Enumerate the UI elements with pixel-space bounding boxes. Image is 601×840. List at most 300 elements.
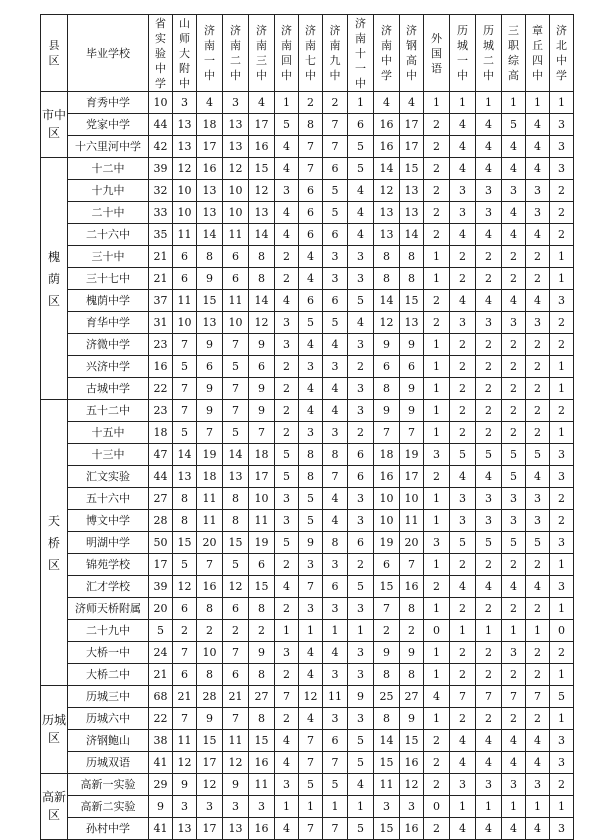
quota-cell: 14 bbox=[374, 730, 400, 752]
quota-cell: 5 bbox=[323, 312, 348, 334]
quota-cell: 8 bbox=[374, 246, 400, 268]
quota-cell: 2 bbox=[424, 180, 450, 202]
quota-cell: 9 bbox=[348, 686, 374, 708]
quota-cell: 2 bbox=[275, 268, 299, 290]
table-row bbox=[41, 136, 574, 158]
quota-cell: 2 bbox=[476, 554, 502, 576]
quota-cell: 7 bbox=[299, 136, 323, 158]
quota-cell: 7 bbox=[173, 378, 197, 400]
school-name-cell: 大桥一中 bbox=[68, 642, 149, 664]
quota-cell: 4 bbox=[502, 752, 526, 774]
quota-cell: 2 bbox=[550, 180, 574, 202]
quota-cell: 19 bbox=[400, 444, 424, 466]
quota-cell: 4 bbox=[450, 136, 476, 158]
quota-cell: 2 bbox=[502, 664, 526, 686]
quota-cell: 39 bbox=[149, 576, 173, 598]
quota-cell: 3 bbox=[348, 378, 374, 400]
quota-cell: 4 bbox=[299, 642, 323, 664]
quota-cell: 3 bbox=[526, 202, 550, 224]
quota-cell: 2 bbox=[348, 422, 374, 444]
school-name-cell: 锦苑学校 bbox=[68, 554, 149, 576]
quota-cell: 19 bbox=[197, 444, 223, 466]
quota-cell: 3 bbox=[299, 422, 323, 444]
school-name-cell: 十三中 bbox=[68, 444, 149, 466]
quota-cell: 10 bbox=[223, 312, 249, 334]
column-header: 济南七中 bbox=[299, 15, 323, 92]
school-name-cell: 育秀中学 bbox=[68, 92, 149, 114]
quota-cell: 1 bbox=[526, 796, 550, 818]
quota-cell: 2 bbox=[299, 92, 323, 114]
quota-cell: 4 bbox=[197, 92, 223, 114]
quota-cell: 15 bbox=[400, 730, 424, 752]
quota-cell: 3 bbox=[348, 334, 374, 356]
quota-cell: 6 bbox=[348, 114, 374, 136]
quota-cell: 2 bbox=[526, 422, 550, 444]
quota-cell: 5 bbox=[476, 532, 502, 554]
quota-cell: 10 bbox=[374, 510, 400, 532]
quota-cell: 0 bbox=[550, 620, 574, 642]
quota-cell: 10 bbox=[223, 180, 249, 202]
table-row bbox=[41, 730, 574, 752]
quota-cell: 7 bbox=[526, 686, 550, 708]
quota-cell: 3 bbox=[275, 334, 299, 356]
table-row bbox=[41, 114, 574, 136]
quota-cell: 2 bbox=[450, 334, 476, 356]
quota-cell: 4 bbox=[348, 180, 374, 202]
quota-cell: 1 bbox=[550, 246, 574, 268]
quota-cell: 3 bbox=[502, 312, 526, 334]
quota-cell: 13 bbox=[173, 818, 197, 840]
quota-cell: 3 bbox=[348, 598, 374, 620]
quota-cell: 16 bbox=[374, 136, 400, 158]
quota-cell: 22 bbox=[149, 378, 173, 400]
quota-cell: 4 bbox=[275, 730, 299, 752]
quota-cell: 2 bbox=[197, 620, 223, 642]
quota-cell: 1 bbox=[424, 378, 450, 400]
column-header: 济南一中 bbox=[197, 15, 223, 92]
quota-cell: 13 bbox=[173, 136, 197, 158]
quota-cell: 3 bbox=[223, 92, 249, 114]
school-name-cell: 十五中 bbox=[68, 422, 149, 444]
quota-cell: 15 bbox=[197, 290, 223, 312]
quota-cell: 28 bbox=[197, 686, 223, 708]
school-name-cell: 高新一实验 bbox=[68, 774, 149, 796]
table-row bbox=[41, 708, 574, 730]
quota-cell: 11 bbox=[374, 774, 400, 796]
quota-cell: 7 bbox=[173, 400, 197, 422]
quota-cell: 21 bbox=[149, 664, 173, 686]
quota-cell: 11 bbox=[173, 290, 197, 312]
quota-cell: 2 bbox=[476, 246, 502, 268]
quota-cell: 1 bbox=[450, 796, 476, 818]
quota-cell: 9 bbox=[197, 334, 223, 356]
table-row bbox=[41, 686, 574, 708]
quota-cell: 12 bbox=[299, 686, 323, 708]
quota-cell: 3 bbox=[173, 796, 197, 818]
quota-cell: 17 bbox=[249, 114, 275, 136]
quota-cell: 41 bbox=[149, 818, 173, 840]
quota-cell: 18 bbox=[249, 444, 275, 466]
quota-cell: 8 bbox=[223, 488, 249, 510]
quota-cell: 8 bbox=[249, 268, 275, 290]
quota-cell: 3 bbox=[502, 180, 526, 202]
quota-cell: 16 bbox=[197, 576, 223, 598]
quota-cell: 1 bbox=[424, 598, 450, 620]
quota-cell: 2 bbox=[526, 268, 550, 290]
column-header: 历城一中 bbox=[450, 15, 476, 92]
quota-cell: 7 bbox=[299, 730, 323, 752]
quota-cell: 5 bbox=[348, 818, 374, 840]
quota-cell: 6 bbox=[173, 664, 197, 686]
quota-cell: 13 bbox=[197, 312, 223, 334]
quota-cell: 15 bbox=[374, 818, 400, 840]
quota-cell: 3 bbox=[275, 510, 299, 532]
quota-cell: 2 bbox=[424, 202, 450, 224]
table-row bbox=[41, 268, 574, 290]
quota-cell: 1 bbox=[424, 554, 450, 576]
quota-cell: 24 bbox=[149, 642, 173, 664]
school-name-cell: 十六里河中学 bbox=[68, 136, 149, 158]
quota-cell: 4 bbox=[275, 576, 299, 598]
quota-cell: 3 bbox=[323, 356, 348, 378]
quota-cell: 6 bbox=[323, 224, 348, 246]
quota-cell: 3 bbox=[450, 774, 476, 796]
school-name-cell: 兴济中学 bbox=[68, 356, 149, 378]
quota-cell: 2 bbox=[450, 268, 476, 290]
quota-cell: 28 bbox=[149, 510, 173, 532]
column-header: 济南九中 bbox=[323, 15, 348, 92]
quota-cell: 7 bbox=[323, 818, 348, 840]
quota-cell: 3 bbox=[526, 312, 550, 334]
quota-cell: 3 bbox=[323, 554, 348, 576]
quota-cell: 9 bbox=[149, 796, 173, 818]
quota-cell: 4 bbox=[450, 158, 476, 180]
quota-cell: 8 bbox=[323, 444, 348, 466]
quota-cell: 16 bbox=[400, 818, 424, 840]
quota-cell: 2 bbox=[450, 356, 476, 378]
quota-cell: 4 bbox=[526, 114, 550, 136]
quota-cell: 3 bbox=[323, 422, 348, 444]
quota-cell: 17 bbox=[400, 136, 424, 158]
column-header: 济南回中 bbox=[275, 15, 299, 92]
table-row bbox=[41, 378, 574, 400]
quota-cell: 7 bbox=[173, 708, 197, 730]
quota-cell: 2 bbox=[424, 136, 450, 158]
table-row bbox=[41, 290, 574, 312]
table-row bbox=[41, 246, 574, 268]
quota-cell: 3 bbox=[550, 532, 574, 554]
quota-cell: 5 bbox=[275, 532, 299, 554]
quota-cell: 1 bbox=[550, 92, 574, 114]
table-body bbox=[41, 92, 574, 840]
quota-cell: 1 bbox=[550, 422, 574, 444]
quota-cell: 3 bbox=[502, 642, 526, 664]
quota-cell: 22 bbox=[149, 708, 173, 730]
quota-cell: 1 bbox=[502, 620, 526, 642]
quota-cell: 1 bbox=[550, 378, 574, 400]
quota-cell: 6 bbox=[223, 664, 249, 686]
quota-cell: 6 bbox=[299, 180, 323, 202]
quota-cell: 3 bbox=[299, 356, 323, 378]
column-header: 济钢高中 bbox=[400, 15, 424, 92]
quota-cell: 18 bbox=[374, 444, 400, 466]
quota-cell: 5 bbox=[323, 180, 348, 202]
column-header: 省实验中学 bbox=[149, 15, 173, 92]
quota-cell: 3 bbox=[550, 444, 574, 466]
quota-cell: 4 bbox=[249, 92, 275, 114]
quota-cell: 4 bbox=[476, 818, 502, 840]
quota-cell: 1 bbox=[550, 268, 574, 290]
quota-cell: 3 bbox=[374, 796, 400, 818]
quota-cell: 5 bbox=[299, 312, 323, 334]
quota-cell: 5 bbox=[502, 114, 526, 136]
quota-cell: 4 bbox=[476, 158, 502, 180]
district-cell: 天桥区 bbox=[41, 400, 68, 686]
quota-cell: 2 bbox=[476, 598, 502, 620]
quota-cell: 3 bbox=[348, 510, 374, 532]
quota-cell: 8 bbox=[323, 532, 348, 554]
quota-cell: 2 bbox=[502, 708, 526, 730]
quota-cell: 2 bbox=[424, 290, 450, 312]
quota-cell: 27 bbox=[149, 488, 173, 510]
quota-cell: 6 bbox=[173, 246, 197, 268]
quota-cell: 11 bbox=[197, 510, 223, 532]
quota-cell: 3 bbox=[526, 488, 550, 510]
column-header: 历城二中 bbox=[476, 15, 502, 92]
quota-cell: 6 bbox=[197, 356, 223, 378]
district-cell: 高新区 bbox=[41, 774, 68, 840]
quota-cell: 8 bbox=[374, 378, 400, 400]
quota-cell: 4 bbox=[450, 290, 476, 312]
quota-cell: 3 bbox=[450, 312, 476, 334]
table-row bbox=[41, 576, 574, 598]
school-name-cell: 孙村中学 bbox=[68, 818, 149, 840]
quota-cell: 4 bbox=[275, 136, 299, 158]
quota-cell: 2 bbox=[450, 422, 476, 444]
quota-cell: 4 bbox=[526, 466, 550, 488]
quota-cell: 2 bbox=[550, 774, 574, 796]
quota-cell: 10 bbox=[173, 202, 197, 224]
quota-cell: 2 bbox=[450, 642, 476, 664]
quota-cell: 2 bbox=[550, 510, 574, 532]
quota-cell: 7 bbox=[197, 554, 223, 576]
quota-cell: 2 bbox=[526, 554, 550, 576]
quota-cell: 7 bbox=[223, 708, 249, 730]
quota-cell: 14 bbox=[249, 290, 275, 312]
school-name-cell: 高新二实验 bbox=[68, 796, 149, 818]
quota-cell: 2 bbox=[550, 202, 574, 224]
quota-cell: 5 bbox=[348, 136, 374, 158]
quota-cell: 8 bbox=[197, 246, 223, 268]
quota-cell: 3 bbox=[476, 488, 502, 510]
quota-cell: 7 bbox=[476, 686, 502, 708]
quota-cell: 21 bbox=[149, 246, 173, 268]
table-row bbox=[41, 598, 574, 620]
quota-cell: 4 bbox=[424, 686, 450, 708]
quota-cell: 1 bbox=[476, 796, 502, 818]
quota-cell: 8 bbox=[197, 664, 223, 686]
quota-cell: 7 bbox=[299, 752, 323, 774]
quota-cell: 1 bbox=[348, 796, 374, 818]
quota-cell: 5 bbox=[348, 752, 374, 774]
school-name-cell: 历城双语 bbox=[68, 752, 149, 774]
table-row bbox=[41, 818, 574, 840]
quota-cell: 4 bbox=[476, 730, 502, 752]
quota-cell: 6 bbox=[223, 246, 249, 268]
quota-cell: 8 bbox=[299, 444, 323, 466]
school-name-cell: 古城中学 bbox=[68, 378, 149, 400]
table-row bbox=[41, 642, 574, 664]
quota-cell: 3 bbox=[550, 730, 574, 752]
quota-cell: 1 bbox=[526, 620, 550, 642]
quota-cell: 2 bbox=[476, 642, 502, 664]
quota-cell: 7 bbox=[173, 642, 197, 664]
quota-cell: 1 bbox=[550, 664, 574, 686]
quota-cell: 6 bbox=[299, 224, 323, 246]
quota-cell: 9 bbox=[374, 400, 400, 422]
quota-cell: 5 bbox=[223, 554, 249, 576]
quota-cell: 8 bbox=[374, 708, 400, 730]
quota-cell: 2 bbox=[424, 774, 450, 796]
quota-cell: 5 bbox=[173, 554, 197, 576]
quota-cell: 47 bbox=[149, 444, 173, 466]
quota-cell: 3 bbox=[348, 400, 374, 422]
quota-cell: 4 bbox=[476, 136, 502, 158]
quota-cell: 4 bbox=[450, 818, 476, 840]
quota-cell: 39 bbox=[149, 158, 173, 180]
quota-cell: 29 bbox=[149, 774, 173, 796]
quota-cell: 16 bbox=[249, 752, 275, 774]
quota-cell: 4 bbox=[299, 664, 323, 686]
quota-cell: 2 bbox=[502, 598, 526, 620]
quota-cell: 1 bbox=[424, 92, 450, 114]
quota-cell: 2 bbox=[450, 246, 476, 268]
quota-cell: 1 bbox=[424, 356, 450, 378]
quota-cell: 12 bbox=[197, 774, 223, 796]
quota-cell: 7 bbox=[374, 598, 400, 620]
school-name-cell: 二十中 bbox=[68, 202, 149, 224]
quota-cell: 8 bbox=[400, 268, 424, 290]
quota-cell: 2 bbox=[223, 620, 249, 642]
quota-cell: 3 bbox=[323, 268, 348, 290]
quota-cell: 9 bbox=[400, 378, 424, 400]
quota-cell: 7 bbox=[223, 334, 249, 356]
quota-cell: 3 bbox=[249, 796, 275, 818]
quota-cell: 2 bbox=[275, 422, 299, 444]
quota-cell: 32 bbox=[149, 180, 173, 202]
quota-cell: 7 bbox=[299, 576, 323, 598]
quota-cell: 1 bbox=[550, 598, 574, 620]
quota-cell: 12 bbox=[173, 158, 197, 180]
quota-cell: 2 bbox=[400, 620, 424, 642]
quota-cell: 15 bbox=[249, 730, 275, 752]
quota-cell: 7 bbox=[223, 642, 249, 664]
quota-cell: 7 bbox=[400, 554, 424, 576]
quota-cell: 17 bbox=[400, 114, 424, 136]
quota-cell: 2 bbox=[502, 268, 526, 290]
column-header: 济北中学 bbox=[550, 15, 574, 92]
quota-cell: 2 bbox=[450, 708, 476, 730]
quota-cell: 9 bbox=[249, 334, 275, 356]
quota-cell: 2 bbox=[275, 378, 299, 400]
quota-cell: 16 bbox=[249, 818, 275, 840]
quota-cell: 3 bbox=[450, 510, 476, 532]
quota-cell: 2 bbox=[502, 422, 526, 444]
quota-cell: 8 bbox=[374, 268, 400, 290]
quota-cell: 2 bbox=[550, 312, 574, 334]
quota-cell: 1 bbox=[424, 422, 450, 444]
quota-cell: 16 bbox=[249, 136, 275, 158]
quota-cell: 9 bbox=[400, 334, 424, 356]
quota-cell: 3 bbox=[550, 466, 574, 488]
quota-cell: 16 bbox=[400, 752, 424, 774]
table-row bbox=[41, 400, 574, 422]
quota-cell: 2 bbox=[476, 708, 502, 730]
column-header: 济南十一中 bbox=[348, 15, 374, 92]
quota-cell: 4 bbox=[502, 158, 526, 180]
quota-cell: 4 bbox=[502, 818, 526, 840]
quota-cell: 1 bbox=[275, 92, 299, 114]
quota-cell: 7 bbox=[197, 422, 223, 444]
school-name-cell: 十二中 bbox=[68, 158, 149, 180]
quota-cell: 6 bbox=[223, 268, 249, 290]
quota-cell: 16 bbox=[400, 576, 424, 598]
quota-cell: 2 bbox=[450, 664, 476, 686]
quota-cell: 44 bbox=[149, 114, 173, 136]
quota-cell: 3 bbox=[400, 796, 424, 818]
quota-cell: 7 bbox=[323, 114, 348, 136]
quota-cell: 4 bbox=[299, 378, 323, 400]
quota-cell: 7 bbox=[450, 686, 476, 708]
quota-cell: 2 bbox=[450, 400, 476, 422]
quota-cell: 12 bbox=[400, 774, 424, 796]
quota-cell: 7 bbox=[223, 378, 249, 400]
quota-cell: 2 bbox=[526, 246, 550, 268]
school-name-cell: 二十六中 bbox=[68, 224, 149, 246]
quota-cell: 2 bbox=[173, 620, 197, 642]
quota-cell: 1 bbox=[476, 620, 502, 642]
quota-cell: 31 bbox=[149, 312, 173, 334]
quota-cell: 9 bbox=[249, 400, 275, 422]
quota-cell: 14 bbox=[374, 158, 400, 180]
quota-cell: 11 bbox=[400, 510, 424, 532]
quota-cell: 3 bbox=[323, 664, 348, 686]
quota-cell: 4 bbox=[299, 334, 323, 356]
table-row bbox=[41, 664, 574, 686]
quota-cell: 7 bbox=[299, 818, 323, 840]
quota-cell: 2 bbox=[502, 356, 526, 378]
quota-cell: 8 bbox=[197, 598, 223, 620]
quota-cell: 14 bbox=[173, 444, 197, 466]
district-cell: 槐荫区 bbox=[41, 158, 68, 400]
quota-cell: 8 bbox=[249, 664, 275, 686]
quota-cell: 13 bbox=[223, 114, 249, 136]
quota-cell: 9 bbox=[197, 400, 223, 422]
quota-cell: 5 bbox=[299, 774, 323, 796]
column-header: 济南中学 bbox=[374, 15, 400, 92]
quota-cell: 2 bbox=[348, 554, 374, 576]
quota-cell: 3 bbox=[275, 312, 299, 334]
quota-cell: 2 bbox=[526, 334, 550, 356]
quota-cell: 2 bbox=[550, 334, 574, 356]
table-row bbox=[41, 334, 574, 356]
school-name-cell: 博文中学 bbox=[68, 510, 149, 532]
quota-cell: 6 bbox=[374, 356, 400, 378]
quota-cell: 4 bbox=[476, 576, 502, 598]
quota-cell: 2 bbox=[476, 664, 502, 686]
quota-cell: 3 bbox=[173, 92, 197, 114]
quota-cell: 5 bbox=[275, 114, 299, 136]
